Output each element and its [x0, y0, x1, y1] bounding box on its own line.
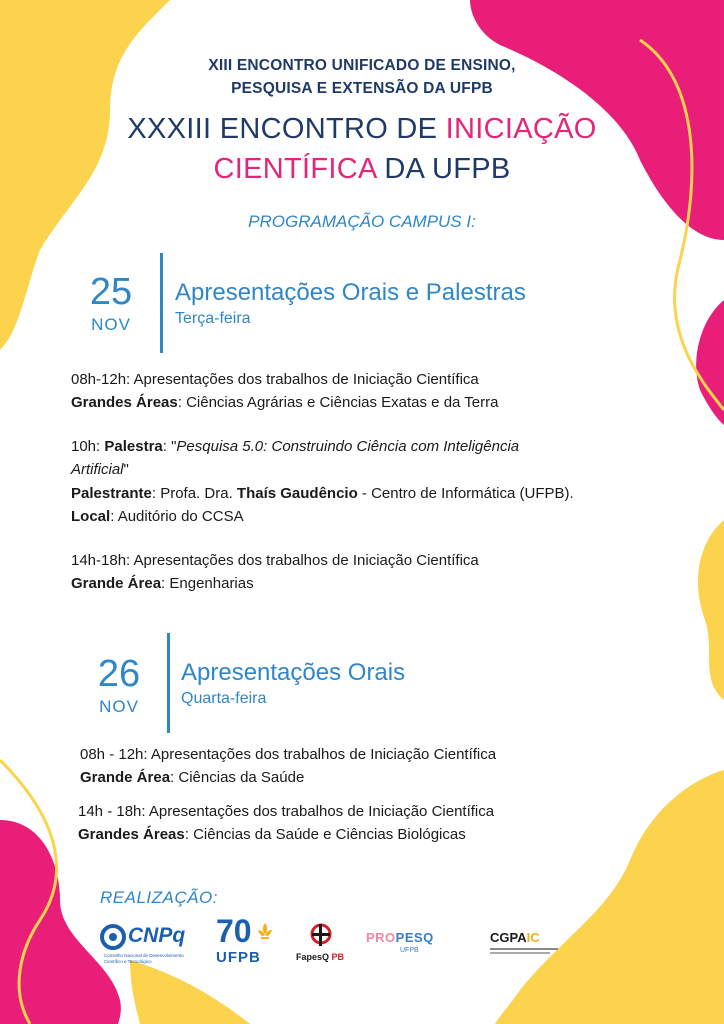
day1-session2-speaker	[71, 485, 574, 502]
talk-title: Pesquisa 5.0: Construindo Ciência com Inteligência	[176, 438, 520, 455]
day2-date-number: 26	[97, 653, 141, 695]
value: : Engenharias	[161, 575, 254, 592]
value: : Ciências Agrárias e Ciências Exatas e da Terra	[177, 394, 499, 411]
value: : Profa. Dra.	[151, 485, 237, 502]
day2-weekday: Quarta-feira	[181, 690, 267, 707]
cgpaic-subtitle-line	[490, 952, 550, 954]
value: : Ciências da Saúde e Ciências Biológicas	[184, 826, 466, 843]
label: Local	[71, 508, 111, 525]
title-highlight: INICIAÇÃO	[445, 113, 597, 145]
day2-date-month: NOV	[99, 697, 139, 716]
value: : Ciências da Saúde	[170, 769, 305, 786]
time: 10h:	[71, 438, 105, 455]
fapesq-name-a: FapesQ	[296, 952, 330, 962]
propesq-name-b: PESQ	[395, 930, 434, 945]
ufpb-70-logo	[214, 913, 274, 969]
day1-divider	[160, 253, 163, 353]
day2-session2-time: 14h - 18h: Apresentações dos trabalhos de Iniciação Científica	[78, 803, 495, 820]
day2-session2-areas	[78, 826, 466, 843]
day1-session2-talk-cont	[71, 461, 129, 478]
day1-session3-time: 14h-18h: Apresentações dos trabalhos de Iniciação Científica	[71, 552, 479, 569]
fapesq-logo	[296, 920, 346, 970]
label: Palestra	[104, 438, 163, 455]
program-label: PROGRAMAÇÃO CAMPUS I:	[248, 212, 476, 231]
cnpq-subtitle2: Científico e Tecnológico	[104, 959, 152, 964]
day2-title: Apresentações Orais	[181, 659, 406, 686]
value: - Centro de Informática (UFPB).	[357, 485, 574, 502]
propesq-logo	[366, 930, 466, 964]
day1-session1-areas	[71, 394, 498, 411]
day1-title: Apresentações Orais e Palestras	[175, 279, 526, 306]
day1-weekday: Terça-feira	[175, 310, 251, 327]
ufpb-70-name: UFPB	[216, 949, 261, 966]
cgpaic-subtitle-line	[490, 948, 558, 950]
label: Grande Área	[80, 769, 171, 786]
day2-session1-time: 08h - 12h: Apresentações dos trabalhos de Iniciação Científica	[80, 746, 497, 763]
label: Grandes Áreas	[71, 394, 178, 411]
cnpq-emblem-icon	[100, 924, 126, 950]
day1-date-number: 25	[89, 271, 133, 313]
day1-session3-areas	[71, 575, 254, 592]
talk-title-cont: Artificial	[71, 461, 124, 478]
value: : Auditório do CCSA	[110, 508, 244, 525]
label: Grande Área	[71, 575, 162, 592]
propesq-sub: UFPB	[400, 947, 419, 954]
realizacao-label: REALIZAÇÃO:	[100, 888, 218, 907]
title-highlight: CIENTÍFICA	[213, 153, 376, 185]
event-title-line1	[0, 113, 724, 146]
day1-session1-time: 08h-12h: Apresentações dos trabalhos de Iniciação Científica	[71, 371, 479, 388]
event-header-line1: XIII ENCONTRO UNIFICADO DE ENSINO,	[208, 57, 516, 74]
cgpaic-name-b: IC	[526, 930, 540, 945]
speaker-name: Thaís Gaudêncio	[236, 485, 358, 502]
cgpaic-name	[490, 930, 540, 945]
fapesq-emblem-icon	[306, 920, 336, 950]
fapesq-name	[296, 952, 344, 962]
day2-session1-areas	[80, 769, 304, 786]
title-part: DA UFPB	[375, 153, 511, 185]
fleur-de-lis-icon	[258, 923, 272, 941]
cnpq-logo	[100, 920, 210, 970]
cgpaic-name-a: CGPA	[490, 930, 527, 945]
day2-divider	[167, 633, 170, 733]
event-title-line2	[0, 153, 724, 186]
event-header-line2: PESQUISA E EXTENSÃO DA UFPB	[231, 80, 493, 97]
punct: : "	[162, 438, 177, 455]
propesq-name-a: PRO	[366, 930, 396, 945]
label: Grandes Áreas	[78, 826, 185, 843]
fapesq-name-b: PB	[331, 952, 345, 962]
punct: "	[123, 461, 129, 478]
cgpaic-logo	[490, 930, 570, 964]
cnpq-subtitle1: Conselho Nacional de Desenvolvimento	[104, 953, 184, 958]
day1-date-month: NOV	[91, 315, 131, 334]
label: Palestrante	[71, 485, 152, 502]
propesq-name	[366, 930, 434, 945]
day1-session2-location	[71, 508, 244, 525]
cnpq-name: CNPq	[128, 924, 186, 947]
title-part: XXXIII ENCONTRO DE	[127, 113, 446, 145]
day1-session2-talk	[71, 438, 519, 455]
ufpb-70-number: 70	[216, 913, 252, 949]
